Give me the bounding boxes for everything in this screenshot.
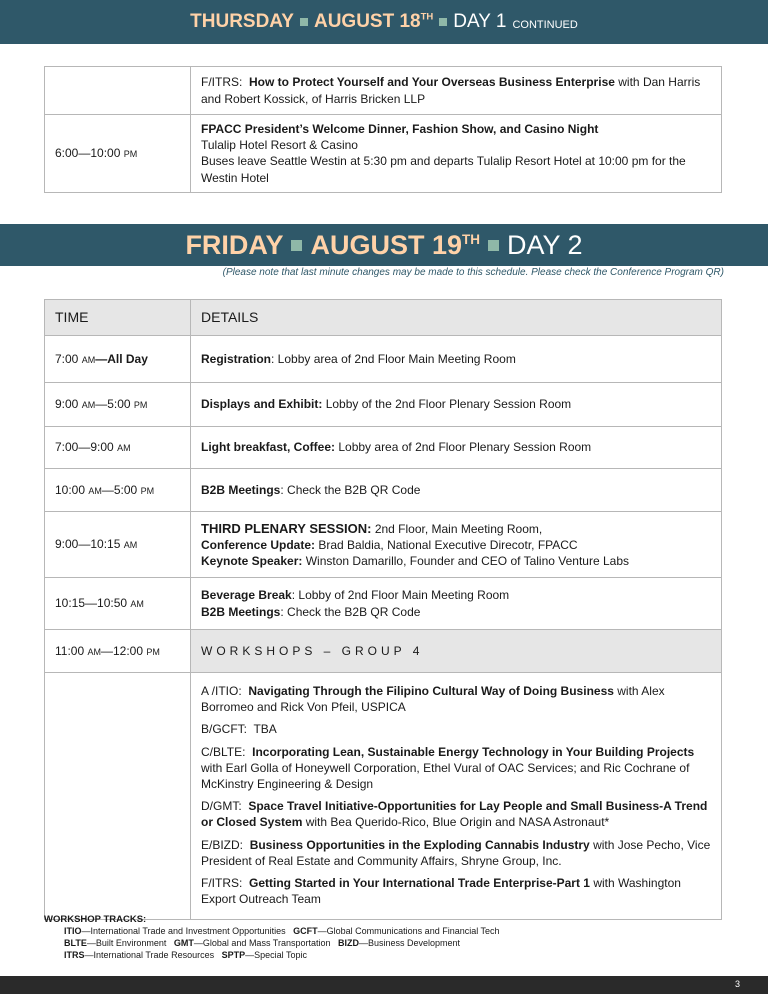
square-bullet-icon (291, 240, 302, 251)
time-cell: 9:00 AM—5:00 PM (45, 383, 191, 427)
details-cell: Light breakfast, Coffee: Lobby area of 2nd Floor Plenary Session Room (191, 427, 722, 469)
header-details: DETAILS (191, 300, 722, 336)
details-cell: Registration: Lobby area of 2nd Floor Main Meeting Room (191, 336, 722, 383)
banner-day: THURSDAY (190, 11, 294, 32)
day2-banner (0, 224, 768, 266)
workshops-heading: WORKSHOPS – GROUP 4 (191, 630, 722, 673)
details-cell: F/ITRS: How to Protect Yourself and Your Overseas Business Enterprise with Dan Harris and Robert Kossick, of Harris Bricken LLP (191, 67, 722, 115)
table-row (45, 67, 722, 115)
workshop-item: A /ITIO: Navigating Through the Filipino Cultural Way of Doing Business with Alex Borromeo and Rick Von Pfeil, USPICA (201, 684, 665, 715)
table-header-row (45, 300, 722, 336)
table-row (45, 630, 722, 673)
table-row (45, 383, 722, 427)
workshop-tracks-legend (44, 914, 500, 961)
workshop-item: F/ITRS: Getting Started in Your International Trade Enterprise-Part 1 with Washington Export Outreach Team (201, 875, 681, 907)
table-row (45, 512, 722, 578)
workshops-list (191, 673, 722, 920)
tracks-line: ITRS—International Trade Resources SPTP—Special Topic (64, 949, 307, 960)
time-cell: 7:00 AM—All Day (45, 336, 191, 383)
time-cell: 9:00—10:15 AM (45, 512, 191, 578)
tracks-line: ITIO—International Trade and Investment Opportunities GCFT—Global Communications and Financial Tech (64, 926, 500, 937)
time-cell: 6:00—10:00 PM (45, 115, 191, 193)
banner-date: AUGUST 19TH (310, 229, 481, 260)
banner-date: AUGUST 18TH (313, 11, 434, 32)
header-time: TIME (45, 300, 191, 336)
time-cell: 10:15—10:50 AM (45, 578, 191, 630)
square-bullet-icon (439, 18, 447, 26)
table-row (45, 578, 722, 630)
banner-continued: CONTINUED (512, 19, 578, 31)
banner-day-num: DAY 1 (453, 11, 507, 32)
friday-schedule-table (44, 299, 722, 920)
square-bullet-icon (300, 18, 308, 26)
workshop-item: B/GCFT: TBA (201, 722, 277, 737)
table-row (45, 336, 722, 383)
table-row (45, 115, 722, 193)
workshop-item: C/BLTE: Incorporating Lean, Sustainable Energy Technology in Your Building Projects with Earl Golla of Honeywell Corporation, Ethel Vural of OAC Services; and Ric Cochrane of McKinstry Engineering & Design (201, 744, 695, 791)
details-cell: THIRD PLENARY SESSION: 2nd Floor, Main Meeting Room, Conference Update: Brad Baldia, National Executive Direcotr, FPACC Keynote Speaker: Winston Damarillo, Founder and CEO of Talino Venture Labs (191, 512, 722, 578)
page-number: 3 (734, 979, 740, 989)
day1-banner (0, 0, 768, 44)
banner-day: FRIDAY (185, 229, 284, 260)
tracks-line: BLTE—Built Environment GMT—Global and Mass Transportation BIZD—Business Development (64, 938, 461, 949)
details-cell: FPACC President’s Welcome Dinner, Fashion Show, and Casino Night Tulalip Hotel Resort & Casino Buses leave Seattle Westin at 5:30 pm and departs Tulalip Resort Hotel at 10:00 pm for the Westin Hotel (191, 115, 722, 193)
table-row (45, 469, 722, 512)
schedule-note: (Please note that last minute changes may be made to this schedule. Please check the Conference Program QR) (222, 267, 724, 278)
workshop-item: E/BIZD: Business Opportunities in the Exploding Cannabis Industry with Jose Pecho, Vice President of Real Estate and Community Affairs, Shryne Group, Inc. (201, 837, 711, 868)
time-cell: 11:00 AM—12:00 PM (45, 630, 191, 673)
time-cell (45, 673, 191, 920)
tracks-title: WORKSHOP TRACKS: (44, 914, 147, 925)
table-row (45, 673, 722, 920)
time-cell: 10:00 AM—5:00 PM (45, 469, 191, 512)
details-cell: Displays and Exhibit: Lobby of the 2nd Floor Plenary Session Room (191, 383, 722, 427)
table-row (45, 427, 722, 469)
details-cell: Beverage Break: Lobby of 2nd Floor Main Meeting Room B2B Meetings: Check the B2B QR Code (191, 578, 722, 630)
page-footer (0, 976, 768, 994)
time-cell (45, 67, 191, 115)
details-cell: B2B Meetings: Check the B2B QR Code (191, 469, 722, 512)
square-bullet-icon (488, 240, 499, 251)
time-cell: 7:00—9:00 AM (45, 427, 191, 469)
banner-day-num: DAY 2 (507, 229, 583, 260)
workshop-item: D/GMT: Space Travel Initiative-Opportunities for Lay People and Small Business-A Trend or Closed System with Bea Querido-Rico, Blue Origin and NASA Astronaut* (201, 799, 708, 830)
thursday-schedule-table (44, 66, 722, 193)
